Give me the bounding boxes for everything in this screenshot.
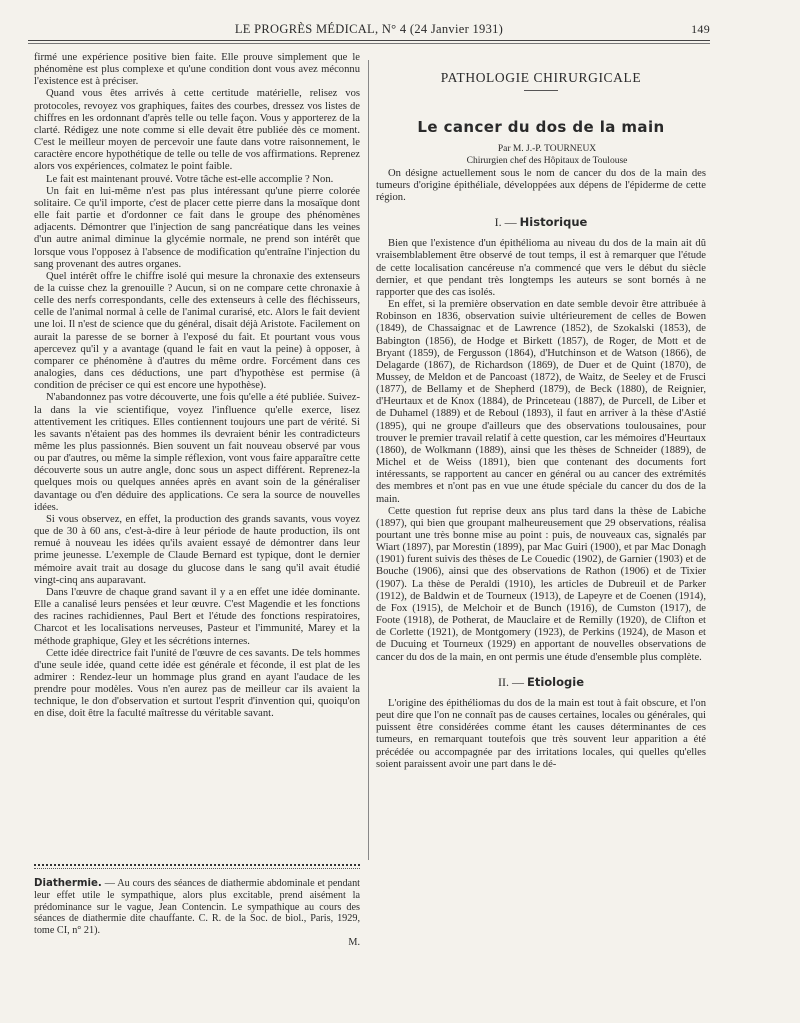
footnote-title: Diathermie. [34,878,102,889]
right-column [376,68,706,771]
footnote-rule-secondary [34,868,360,869]
historique-paragraph-1: Bien que l'existence d'un épithélioma au niveau du dos de la main ait dû vraisemblablement être observé de tout temps, il est à remarquer que l'étude de cette localisation cancéreuse n'a commencé que vers le début du siècle dernier, et que pendant très longtemps les auteurs se sont bornés à ne rapporter que des cas isolés. [376,238,706,298]
byline: Par M. J.-P. TOURNEUX [497,144,597,155]
historique-paragraph-3: Cette question fut reprise deux ans plus tard dans la thèse de Labiche (1897), qui bien que groupant malheureusement que 29 observations, réalisa pourtant une très bonne mise au point : puis, de nouveaux cas, signalés par Wiart (1897), par Morestin (1899), par Mac Guiri (1900), et par Mac Donagh (1901) furent suivis des thèses de Le Couedic (1902), de Garnier (1903) et de Bouche (1906), ainsi que des observations de Rathon (1906) et de Tixier (1907). La thèse de Peraldi (1910), les articles de Dubreuil et de Parker (1912), de Baldwin et de Tourneux (1913), de Lapeyre et de Coenen (1914), de Fox (1915), de Melchoir et de Bunch (1916), de Cumston (1917), de Foote (1918), de Potherat, de Mauclaire et de Remilly (1920), de Clifton et de Corlette (1921), de Montgomery (1923), de Perkins (1924), de Mason et de Ducuing et Tourneux (1929) en apportant de nouvelles observations de cancer du dos de la main, en ont permis une étude d'ensemble plus complète. [376,505,706,663]
left-paragraph-8: Dans l'œuvre de chaque grand savant il y a en effet une idée dominante. Elle a canalisé leurs pensées et leur œuvre. C'est Magendie et les fonctions des racines rachidiennes, Paul Bert et l'étude des fonctions respiratoires, Charcot et les localisations nerveuses, Pasteur et l'immunité, Marey et la méthode graphique, Gley et les sécrétions internes. [34,586,360,647]
left-paragraph-4: Un fait en lui-même n'est pas plus intéressant qu'une pierre colorée solitaire. Ce qu'il importe, c'est de placer cette pierre dans la mosaïque dont elle fait partie et d'ordonner ce fait dans le groupe des phénomènes adjacents. Démontrer que l'injection de sang pancréatique dans les veines d'un autre animal diminue la glycémie normale, ne prend son intérêt que lorsque vous l'opposez à l'absence de modification qu'entraîne l'injection du sang provenant des autres organes. [34,185,360,270]
page-number: 149 [691,22,710,36]
affiliation: Chirurgien chef des Hôpitaux de Toulouse [466,156,628,167]
left-paragraph-5: Quel intérêt offre le chiffre isolé qui mesure la chronaxie des extenseurs de la cuisse chez la grenouille ? Aucun, si on ne compare cette chronaxie à celle des nerfs correspondants, celle des extenseurs à celle des fléchisseurs, celle de l'animal normal à celle de l'animal curarisé, etc. Alors le fait devient une loi. Il n'est de science que du général, disait déjà Aristote. Facilement on aurait la paresse de se borner à l'exposé du fait. Et pourtant vous vous apercevez qu'il y a avantage (quand le fait en vaut la peine) à opposer, à comparer ce phénomène à d'autres du même ordre. Forcément dans ces analogies, dans ces déductions, une part d'hypothèse est permise (à condition de préciser ce qui est encore une hypothèse). [34,270,360,392]
etiologie-paragraph-1: L'origine des épithéliomas du dos de la main est tout à fait obscure, et l'on peut dire que l'on ne connaît pas de causes certaines, locales ou générales, qui puissent être considérées comme étant les causes déterminantes de ces tumeurs, en remarquant toutefois que très souvent leur apparition a été précédée ou accompagnée par des irritations locales, qui quelles qu'elles soient paraissent avoir une part dans le dé- [376,697,706,770]
left-paragraph-7: Si vous observez, en effet, la production des grands savants, vous voyez que de 30 à 60 ans, c'est-à-dire à leur période de haute production, ils ont remué à nouveau les idées qu'ils avaient essayé de démontrer dans leur prime jeunesse. L'exemple de Claude Bernard est typique, dont le dernier mémoire avait trait au dosage du glucose dans le sang qu'il avait étudié vingt-cinq ans auparavant. [34,513,360,586]
running-header [28,22,710,40]
section-number: I. [494,215,502,230]
article-title: Le cancer du dos de la main [417,118,665,137]
left-column [34,52,360,721]
footnote [34,878,360,949]
left-paragraph-6: N'abandonnez pas votre découverte, une fois qu'elle a été publiée. Suivez-la dans la vie scientifique, voyez l'influence qu'elle exerce, lisez attentivement les critiques. Elles contiennent toujours une part de vérité. Si les savants n'étaient pas des hommes ils devraient bénir les contradicteurs même les plus passionnés. Bien souvent un fait nouveau observé par vous ou par d'autres, ou même la simple réflexion, vont vous faire apparaître cette découverte sous un autre angle, donc sous un aspect différent. Reprenez-la quelques mois ou quelques années après en avant soin de la généraliser davantage ou d'en déduire des applications. Ce sera la source de nouvelles idées. [34,392,360,513]
footnote-signature: M. [348,936,360,948]
section-rule [524,90,558,91]
section-name: Historique [519,215,588,230]
left-paragraph-2: Quand vous êtes arrivés à cette certitude matérielle, relisez vos protocoles, revoyez vos graphiques, faites des courbes, dressez vos listes de chiffres en les ordonnant d'après telle ou telle façon. Vous y apporterez de la clarté. Rédigez une note comme si elle devait être publiée dès ce moment. C'est le meilleur moyen de percevoir une faute dans votre raisonnement, le caractère encore hypothétique de telle ou telle de vos affirmations. Reprenez alors vos expériences, colmatez le point faible. [34,88,360,173]
journal-title: LE PROGRÈS MÉDICAL, N° 4 (24 Janvier 1931) [234,22,504,36]
footnote-text: — Au cours des séances de diathermie abdominale et pendant leur effet utile le sympathique, alors plus excitable, prend aisément la prédominance sur le vague, Jean Contencin. Le sympathique au cours des séances de diathermie dite chauffante. C. R. de la Soc. de biol., Paris, 1929, tome CI, n° 21). [34,878,361,937]
section-number: II. [497,674,509,689]
section-name: Etiologie [526,674,584,689]
column-divider [368,60,369,860]
footnote-rule [34,864,360,866]
section-title: PATHOLOGIE CHIRURGICALE [440,70,642,85]
historique-paragraph-2: En effet, si la première observation en date semble devoir être attribuée à Robinson en 1836, observation suivie ultérieurement de celles de Bowen (1849), de Chassaignac et de Lawrence (1852), de Szokalski (1853), de Babington (1856), de Hodge et Birkett (1857), de Roger, de Mott et de Bryant (1859), de Fergusson (1864), d'Hutchinson et de Watson (1866), de Delagarde (1867), de Richardson (1869), de Duer et de Quint (1870), de Mussey, de Meldon et de Pancoast (1872), de Waitz, de Seeley et de Frusci (1877), de Bellamy et de Shepherd (1879), de Beck (1880), de Reignier, d'Heurtaux et de Knox (1884), de Princeteau (1887), de Purcell, de Liber et de Duhamel (1889) et de Reboul (1893), il faut en arriver à la thèse d'Astié (1895), qui ne groupe d'ailleurs que des observations toulousaines, pour trouver le premier travail relatif à cette question, car les mémoires d'Heurtaux (1860), de Wolkmann (1889), ainsi que les thèses de Schneider (1889), de Michel et de Weiss (1891), bien que contenant des documents fort intéressants, se rapportent au cancer en général ou au cancer des extrémités des membres et n'ont pas en vue une étude spéciale du cancer du dos de la main. [376,299,706,505]
left-paragraph-9: Cette idée directrice fait l'unité de l'œuvre de ces savants. De tels hommes d'une seule idée, quand cette idée est générale et féconde, il est plat de les admirer : Rendez-leur un hommage plus grand en ayant l'audace de les prendre pour modèles. Vous n'en aurez pas de meilleur car ils avaient la technique, le don d'observation et surtout l'esprit d'invention qui, quoiqu'on en dise, doit être la faculté maîtresse du véritable savant. [34,647,360,720]
section-heading-historique: I. — Historique [494,215,588,230]
left-paragraph-3: Le fait est maintenant prouvé. Votre tâche est-elle accomplie ? Non. [46,173,334,185]
left-paragraph-1: firmé une expérience positive bien faite. Elle prouve simplement que le phénomène est plus complexe et qu'une condition dont vous avez méconnu l'existence est à préciser. [34,52,360,88]
section-heading-etiologie: II. — Etiologie [497,674,584,689]
intro-paragraph: On désigne actuellement sous le nom de cancer du dos de la main des tumeurs d'origine épithéliale, développées aux dépens de l'épiderme de cette région. [376,167,706,203]
header-rule [28,40,710,41]
header-rule-secondary [28,43,710,44]
